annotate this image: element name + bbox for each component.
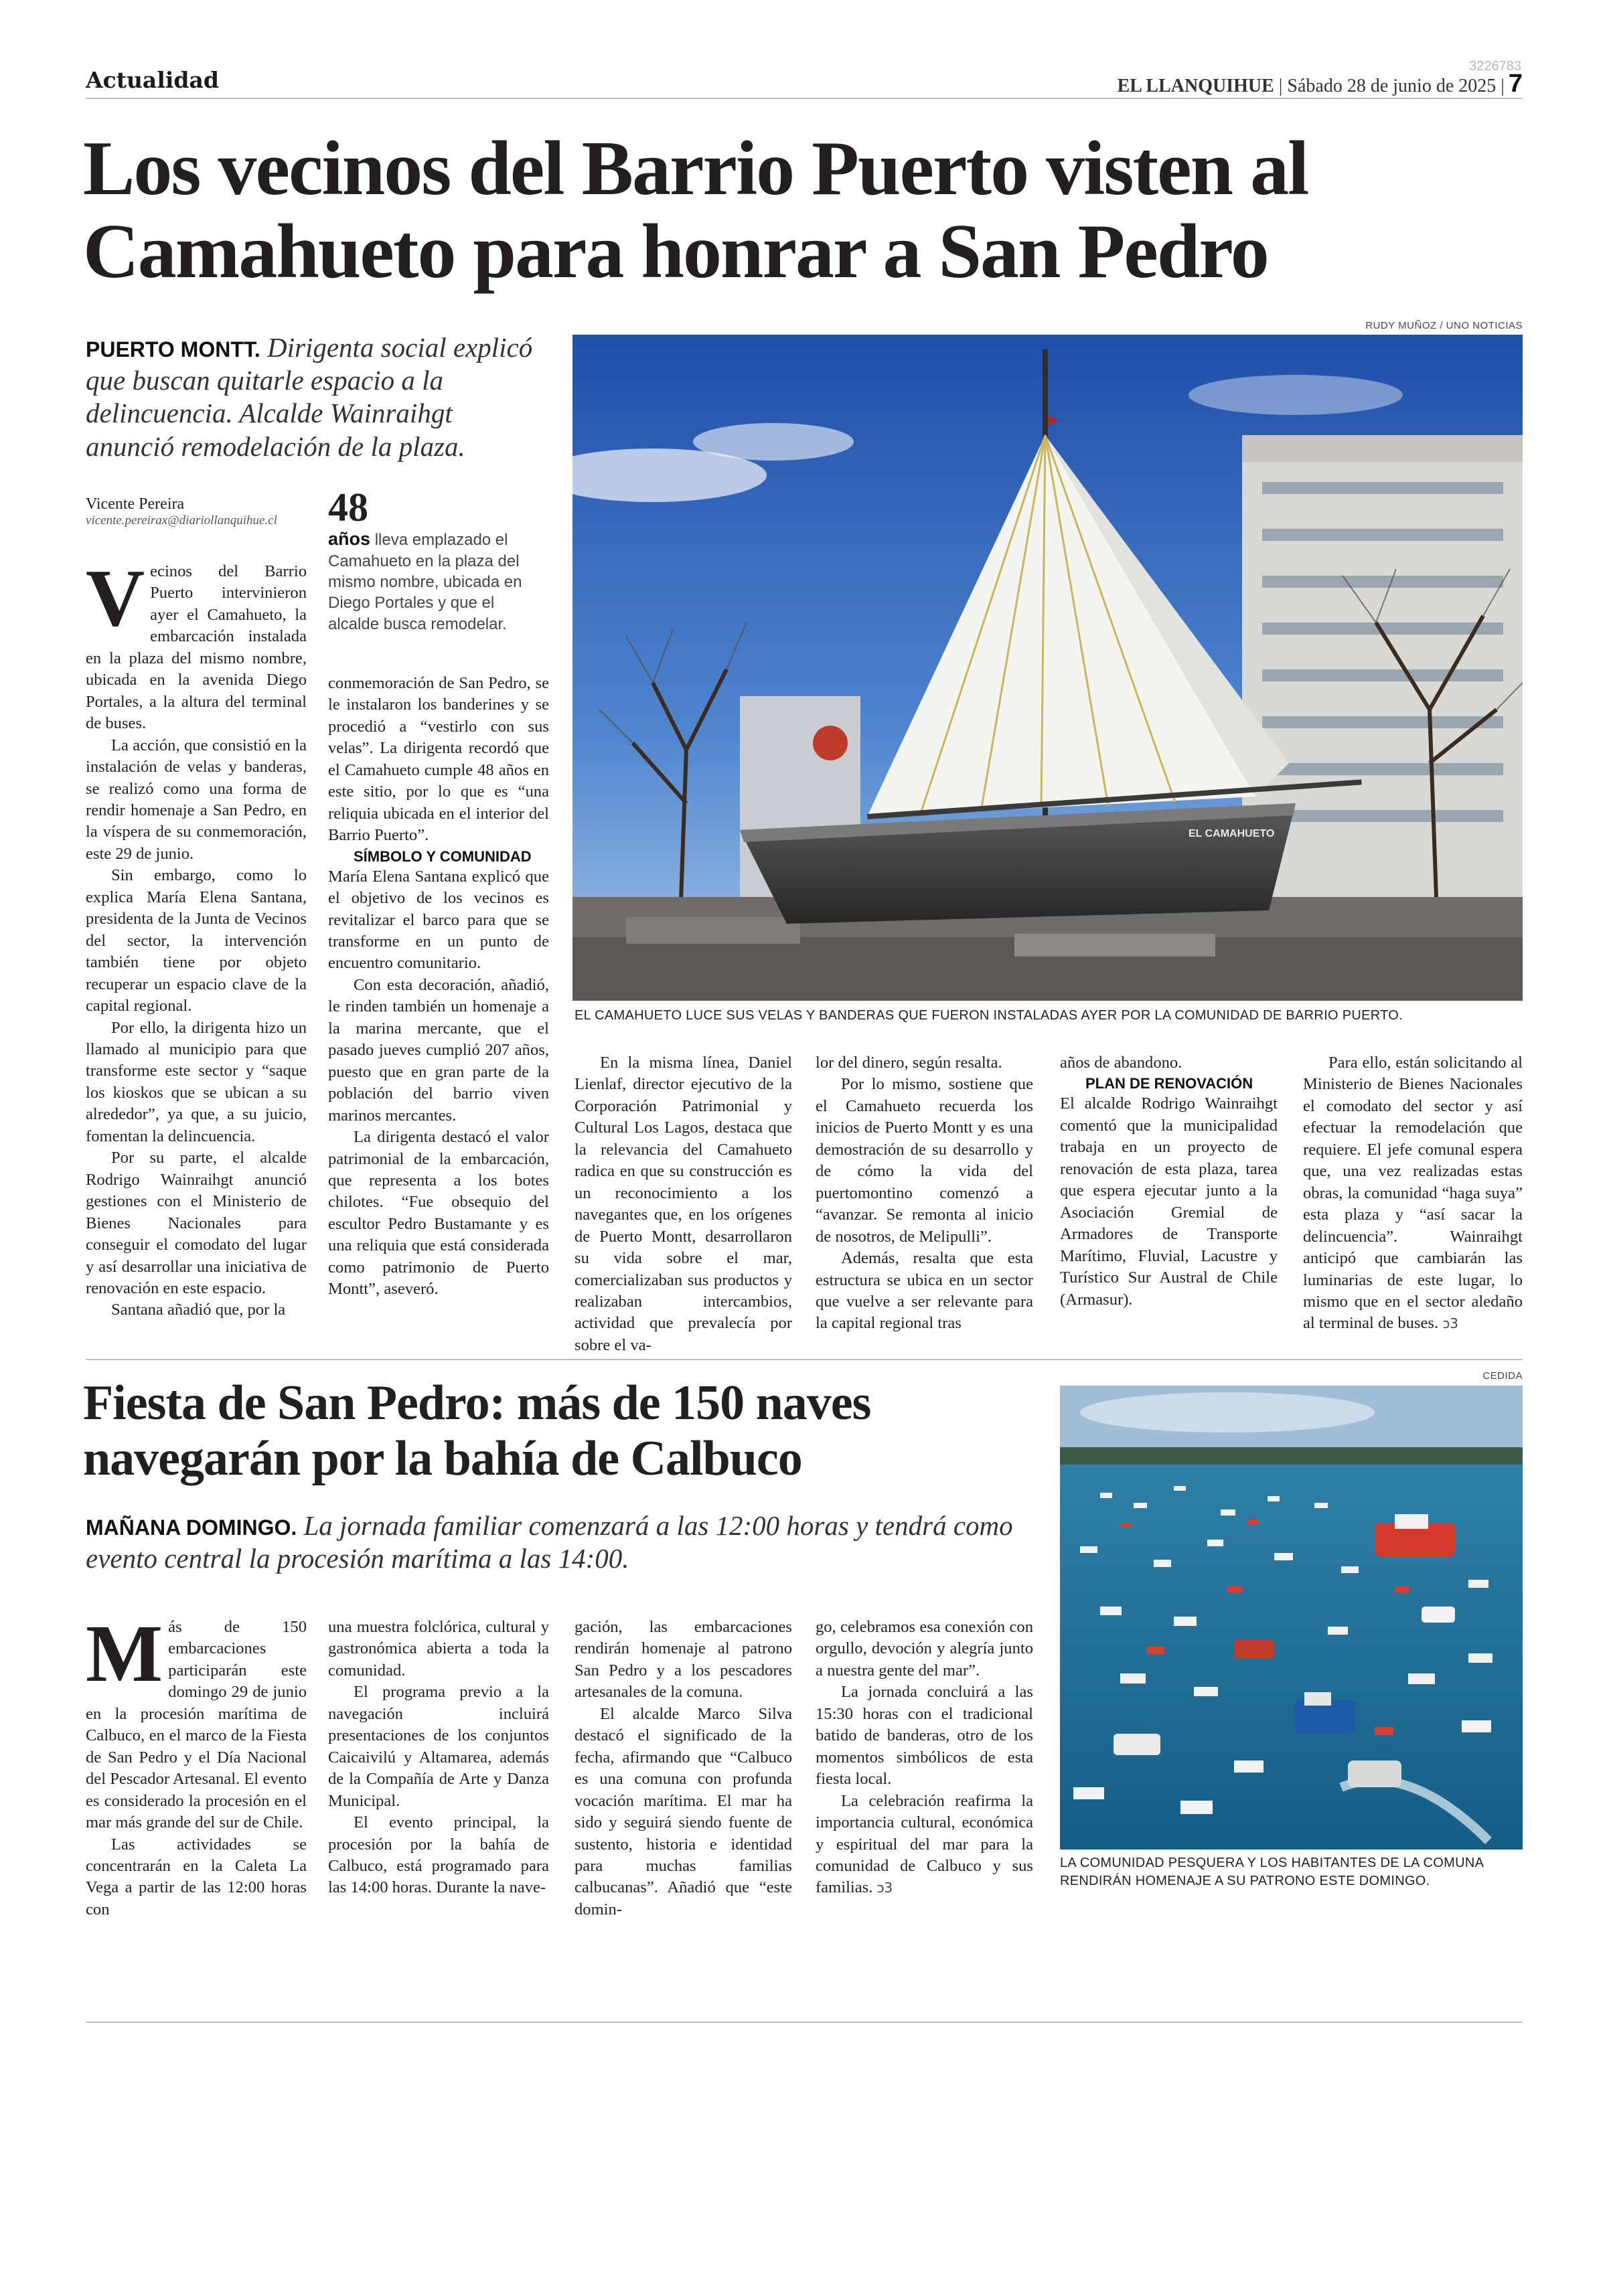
story1-col1-para-3: Sin embargo, como lo explica María Elena Santana, presidenta de la Junta de Vecinos del sector, la intervención también tiene por objeto recuperar un espacio clave de la capital regional. <box>86 866 307 1015</box>
story2-col4-para-1: go, celebramos esa conexión con orgullo, devoción y alegría junto a nuestra gente del mar”. <box>816 1618 1033 1679</box>
fact-box <box>328 487 542 635</box>
story1-col2-para-3: Con esta decoración, añadió, le rinden también un homenaje a la marina mercante, que el pasado jueves cumplió 207 años, puesto que en gran parte de la población del barrio viven marinos mercantes. <box>328 975 549 1125</box>
fact-number: 48 <box>328 485 368 529</box>
paper-name: EL LLANQUIHUE <box>1117 76 1274 96</box>
issue-date: Sábado 28 de junio de 2025 <box>1287 76 1497 96</box>
story1-col2-para-4: La dirigenta destacó el valor patrimonial de la embarcación, que representa a los botes chilotes. “Fue obsequio del escultor Pedro Bustamante y es una reliquia que está considerada como patrimonio de Puerto Montt”, aseveró. <box>328 1128 549 1299</box>
story2-col3-para-1: gación, las embarcaciones rendirán homenaje al patrono San Pedro y a los pescadores artesanales de la comuna. <box>575 1618 792 1702</box>
story2-column-1 <box>86 1609 307 1920</box>
dek2-kicker: MAÑANA DOMINGO. <box>86 1515 297 1540</box>
story2-col4-para-3: La celebración reafirma la importancia cultural, económica y espiritual del mar para la comunidad de Calbuco y sus familias. ↄ3 <box>816 1791 1033 1897</box>
header-rule <box>86 98 1523 99</box>
story2-column-4 <box>816 1617 1033 1899</box>
story1-col1-para-4: Por ello, la dirigenta hizo un llamado al municipio para que transforme este sector y “saque los kioskos que se ubican a su alrededor”, ya que, a su juicio, fomentan la delincuencia. <box>86 1018 307 1145</box>
dropcap-2: M <box>86 1609 163 1699</box>
story1-column-1 <box>86 553 307 1321</box>
dek2-text: La jornada familiar comenzará a las 12:00 horas y tendrá como evento central la procesión marítima a las 14:00. <box>86 1510 1013 1574</box>
end-mark-2: ↄ3 <box>876 1880 893 1896</box>
story1-col1-para-5: Por su parte, el alcalde Rodrigo Wainraihgt anunció gestiones con el Ministerio de Bienes Nacionales para conseguir el comodato del lugar y así desarrollar una iniciativa de renovación en este espacio. <box>86 1149 307 1297</box>
story1-col5-para-1: años de abandono. <box>1060 1054 1182 1072</box>
fact-unit: años <box>328 529 371 549</box>
story1-column-4 <box>816 1052 1033 1335</box>
story2-col1-para-2: Las actividades se concentrarán en la Caleta La Vega a partir de las 12:00 horas con <box>86 1835 307 1918</box>
photo2-caption: LA COMUNIDAD PESQUERA Y LOS HABITANTES DE LA COMUNA RENDIRÁN HOMENAJE A SU PATRONO ESTE DOMINGO. <box>1060 1856 1484 1888</box>
dropcap: V <box>86 553 145 643</box>
footer-rule <box>86 2022 1523 2023</box>
photo1-caption: EL CAMAHUETO LUCE SUS VELAS Y BANDERAS QUE FUERON INSTALADAS AYER POR LA COMUNIDAD DE BARRIO PUERTO. <box>575 1008 1403 1023</box>
story2-column-3 <box>575 1617 792 1920</box>
dek-kicker: PUERTO MONTT. <box>86 337 260 361</box>
byline-name: Vicente Pereira <box>86 495 185 513</box>
fact-text <box>328 527 542 635</box>
story2-dek <box>86 1509 1023 1575</box>
section-label: Actualidad <box>86 67 219 93</box>
story2-col2-para-2: El programa previo a la navegación incluirá presentaciones de los conjuntos Caicaivilú y Altamarea, además de la Compañía de Arte y Danza Municipal. <box>328 1683 549 1810</box>
story1-subhead-2: PLAN DE RENOVACIÓN <box>1085 1075 1253 1092</box>
fact-body: lleva emplazado el Camahueto en la plaza del mismo nombre, ubicada en Diego Portales y que el alcalde busca remodelar. <box>328 531 522 633</box>
watermark-id: 3226783 <box>1469 59 1521 74</box>
story2-col4-para-2: La jornada concluirá a las 15:30 horas con el tradicional batido de banderas, otro de los momentos simbólicos de esta fiesta local. <box>816 1683 1033 1789</box>
dek-text: Dirigenta social explicó que buscan quitarle espacio a la delincuencia. Alcalde Wainraihgt anunció remodelación de la plaza. <box>86 332 533 462</box>
story1-col5-para-2: El alcalde Rodrigo Wainraihgt comentó que la municipalidad trabaja en un proyecto de renovación de esta plaza, tarea que espera ejecutar junto a la Asociación Gremial de Armadores de Transporte Marítimo, Fluvial, Lacustre y Turístico Sur Austral de Chile (Armasur). <box>1060 1094 1278 1309</box>
story1-dek <box>86 331 541 463</box>
main-headline: Los vecinos del Barrio Puerto visten al Camahueto para honrar a San Pedro <box>83 126 1308 295</box>
story2-col2-para-1: una muestra folclórica, cultural y gastronómica abierta a toda la comunidad. <box>328 1618 549 1679</box>
story2-col3-para-2: El alcalde Marco Silva destacó el significado de la fecha, afirmando que “Calbuco es una comuna con profunda vocación marítima. El mar ha sido y seguirá siendo fuente de sustento, historia e identidad para muchas familias calbucanas”. Añadió que “este domin- <box>575 1704 792 1918</box>
story-divider <box>86 1359 1523 1360</box>
story1-column-6 <box>1303 1052 1523 1335</box>
end-mark: ↄ3 <box>1442 1315 1459 1332</box>
story2-headline: Fiesta de San Pedro: más de 150 naves navegarán por la bahía de Calbuco <box>83 1376 871 1486</box>
story2-col2-para-3: El evento principal, la procesión por la bahía de Calbuco, está programado para las 14:00 horas. Durante la nave- <box>328 1813 549 1897</box>
story1-subhead-1: SÍMBOLO Y COMUNIDAD <box>354 847 532 865</box>
photo1-credit: RUDY MUÑOZ / UNO NOTICIAS <box>1365 320 1523 331</box>
story1-col3-para-1: En la misma línea, Daniel Lienlaf, director ejecutivo de la Corporación Patrimonial y Cultural Los Lagos, destaca que la relevancia del Camahueto radica en que su construcción es un reconocimiento a los navegantes que, en los orígenes de Puerto Montt, desarrollaron su vida sobre el mar, comercializaban sus productos y realizaban intercambios, actividad que prevalecía por sobre el va- <box>575 1054 792 1354</box>
story1-col1-para-6: Santana añadió que, por la <box>111 1301 286 1319</box>
story1-col1-para-2: La acción, que consistió en la instalación de velas y banderas, se realizó como una forma de rendir homenaje a San Pedro, en la víspera de su conmemoración, este 29 de junio. <box>86 736 307 863</box>
masthead-info: EL LLANQUIHUE | Sábado 28 de junio de 2025 | 7 <box>1117 70 1523 98</box>
story1-col2-para-2: María Elena Santana explicó que el objetivo de los vecinos es revitalizar el barco para que se transforme en un punto de encuentro comunitario. <box>328 867 549 973</box>
calbuco-bay-photo <box>1060 1386 1523 1850</box>
byline-email: vicente.pereirax@diariollanquihue.cl <box>86 513 277 527</box>
byline <box>86 495 327 528</box>
photo2-credit: CEDIDA <box>1482 1370 1523 1382</box>
story1-col6-para-1: Para ello, están solicitando al Ministerio de Bienes Nacionales el comodato del sector y así efectuar la remodelación que requiere. El jefe comunal espera que, una vez realizadas estas obras, la comunidad “haga suya” esta plaza y “así sacar la delincuencia”. Wainraihgt anticipó que cambiarán las luminarias de este lugar, lo mismo que en el sector aledaño al terminal de buses. ↄ3 <box>1303 1054 1523 1333</box>
story1-column-2 <box>328 673 549 1301</box>
story2-col1-para-1: Más de 150 embarcaciones participarán este domingo 29 de junio en la procesión marítima de Calbuco, en el marco de la Fiesta de San Pedro y el Día Nacional del Pescador Artesanal. El evento es considerado la procesión en el mar más grande del sur de Chile. <box>86 1609 307 1832</box>
story2-column-2 <box>328 1617 549 1899</box>
story1-col4-para-3: Además, resalta que esta estructura se ubica en un sector que vuelve a ser relevante para la capital regional tras <box>816 1249 1033 1333</box>
camahueto-photo <box>572 335 1523 1001</box>
story1-col4-para-1: lor del dinero, según resalta. <box>816 1054 1002 1072</box>
story1-column-3 <box>575 1052 792 1356</box>
story1-column-5 <box>1060 1052 1278 1311</box>
boat-name-label: EL CAMAHUETO <box>1189 828 1275 839</box>
page-number: 7 <box>1508 70 1523 98</box>
story1-col4-para-2: Por lo mismo, sostiene que el Camahueto recuerda los inicios de Puerto Montt y es una demostración de su desarrollo y de cómo la vida del puertomontino comenzó a “avanzar. Se remonta al inicio de nosotros, de Melipulli”. <box>816 1075 1033 1246</box>
story1-col1-para-1: Vecinos del Barrio Puerto intervinieron ayer el Camahueto, la embarcación instalada en la plaza del mismo nombre, ubicada en la avenida Diego Portales, a la altura del terminal de buses. <box>86 553 307 733</box>
story1-col2-para-1: conmemoración de San Pedro, se le instalaron los banderines y se procedió a “vestirlo con sus velas”. La dirigenta recordó que el Camahueto cumple 48 años en este sitio, por lo que es “una reliquia ubicada en el interior del Barrio Puerto”. <box>328 674 549 845</box>
